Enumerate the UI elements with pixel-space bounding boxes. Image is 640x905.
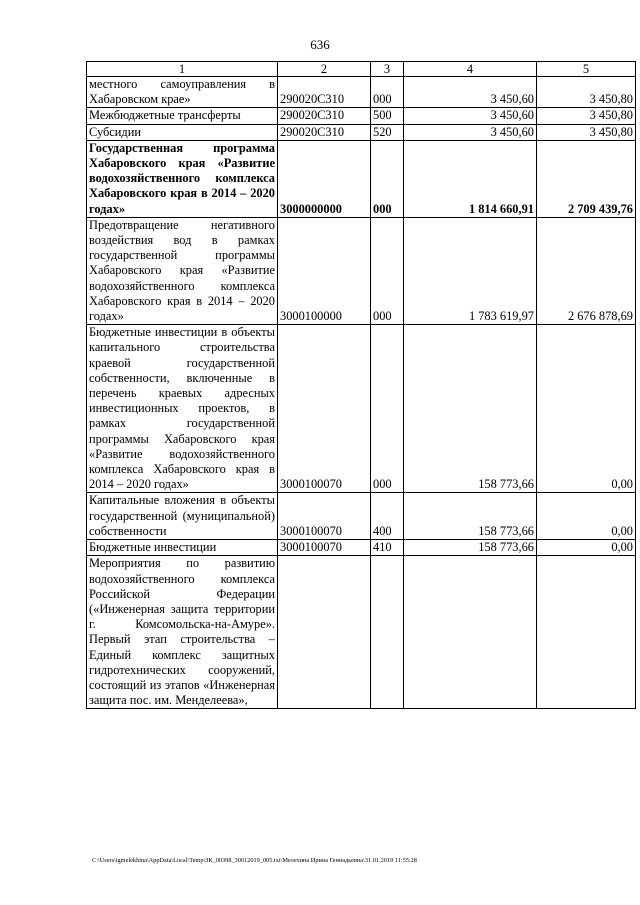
row-code: 290020С310	[278, 108, 371, 124]
row-name: местного самоуправления в Хабаровском крае»	[87, 77, 278, 108]
row-value-2019: 158 773,66	[404, 540, 537, 556]
table-row	[87, 325, 636, 493]
row-value-2020: 2 676 878,69	[537, 217, 636, 324]
table-row-program	[87, 140, 636, 217]
row-kind	[371, 556, 404, 709]
header-row	[87, 62, 636, 77]
row-value-2019: 158 773,66	[404, 325, 537, 493]
table-row	[87, 556, 636, 709]
row-code: 3000100070	[278, 540, 371, 556]
header-col-4: 4	[404, 62, 537, 77]
row-name: Государственная программа Хабаровского края «Развитие водохозяйственного комплекса Хабаровского края в 2014 – 2020 годах»	[87, 140, 278, 217]
row-name: Предотвращение негативного воздействия вод в рамках государственной программы Хабаровского края «Развитие водохозяйственного комплекса Хабаровского края в 2014 – 2020 годах»	[87, 217, 278, 324]
row-name: Бюджетные инвестиции	[87, 540, 278, 556]
table-row	[87, 493, 636, 540]
row-value-2019: 3 450,60	[404, 108, 537, 124]
row-value-2019: 1 814 660,91	[404, 140, 537, 217]
row-value-2019: 158 773,66	[404, 493, 537, 540]
row-code: 290020С310	[278, 124, 371, 140]
row-kind: 000	[371, 325, 404, 493]
header-col-3: 3	[371, 62, 404, 77]
file-path-footer: C:\Users\igmelekhina\AppData\Local\Temp\ЗК_00398_30012019_005.txt\Мелехина Ирина Геннадьевна\31.01.2019 11:55:28	[92, 857, 417, 864]
row-kind: 000	[371, 217, 404, 324]
row-value-2020: 3 450,80	[537, 124, 636, 140]
row-code	[278, 556, 371, 709]
row-value-2020: 0,00	[537, 325, 636, 493]
header-col-5: 5	[537, 62, 636, 77]
row-kind: 000	[371, 140, 404, 217]
table-row	[87, 124, 636, 140]
header-col-1: 1	[87, 62, 278, 77]
row-value-2019: 3 450,60	[404, 124, 537, 140]
row-value-2019: 1 783 619,97	[404, 217, 537, 324]
row-name: Бюджетные инвестиции в объекты капитального строительства краевой государственной собственности, включенные в перечень краевых адресных инвестиционных проектов, в рамках государственной программы Хабаровского края «Развитие водохозяйственного комплекса Хабаровского края в 2014 – 2020 годах»	[87, 325, 278, 493]
row-name: Мероприятия по развитию водохозяйственного комплекса Российской Федерации («Инженерная защита территории г. Комсомольска-на-Амуре». Первый этап строительства – Единый комплекс защитных гидротехнических сооружений, состоящий из этапов «Инженерная защита пос. им. Менделеева»,	[87, 556, 278, 709]
table-row	[87, 540, 636, 556]
row-value-2020	[537, 556, 636, 709]
row-code: 3000100000	[278, 217, 371, 324]
row-name: Капитальные вложения в объекты государственной (муниципальной) собственности	[87, 493, 278, 540]
row-kind: 410	[371, 540, 404, 556]
row-code: 3000100070	[278, 493, 371, 540]
row-code: 290020С310	[278, 77, 371, 108]
table-row	[87, 77, 636, 108]
row-value-2020: 3 450,80	[537, 77, 636, 108]
header-col-2: 2	[278, 62, 371, 77]
table-row	[87, 217, 636, 324]
row-kind: 520	[371, 124, 404, 140]
row-value-2020: 0,00	[537, 540, 636, 556]
row-value-2020: 0,00	[537, 493, 636, 540]
row-kind: 400	[371, 493, 404, 540]
row-kind: 000	[371, 77, 404, 108]
row-kind: 500	[371, 108, 404, 124]
row-value-2020: 2 709 439,76	[537, 140, 636, 217]
row-name: Межбюджетные трансферты	[87, 108, 278, 124]
row-value-2019: 3 450,60	[404, 77, 537, 108]
page-number: 636	[310, 37, 330, 52]
row-name: Субсидии	[87, 124, 278, 140]
row-value-2019	[404, 556, 537, 709]
row-code: 3000100070	[278, 325, 371, 493]
row-code: 3000000000	[278, 140, 371, 217]
row-value-2020: 3 450,80	[537, 108, 636, 124]
budget-table	[86, 61, 636, 709]
table-row	[87, 108, 636, 124]
